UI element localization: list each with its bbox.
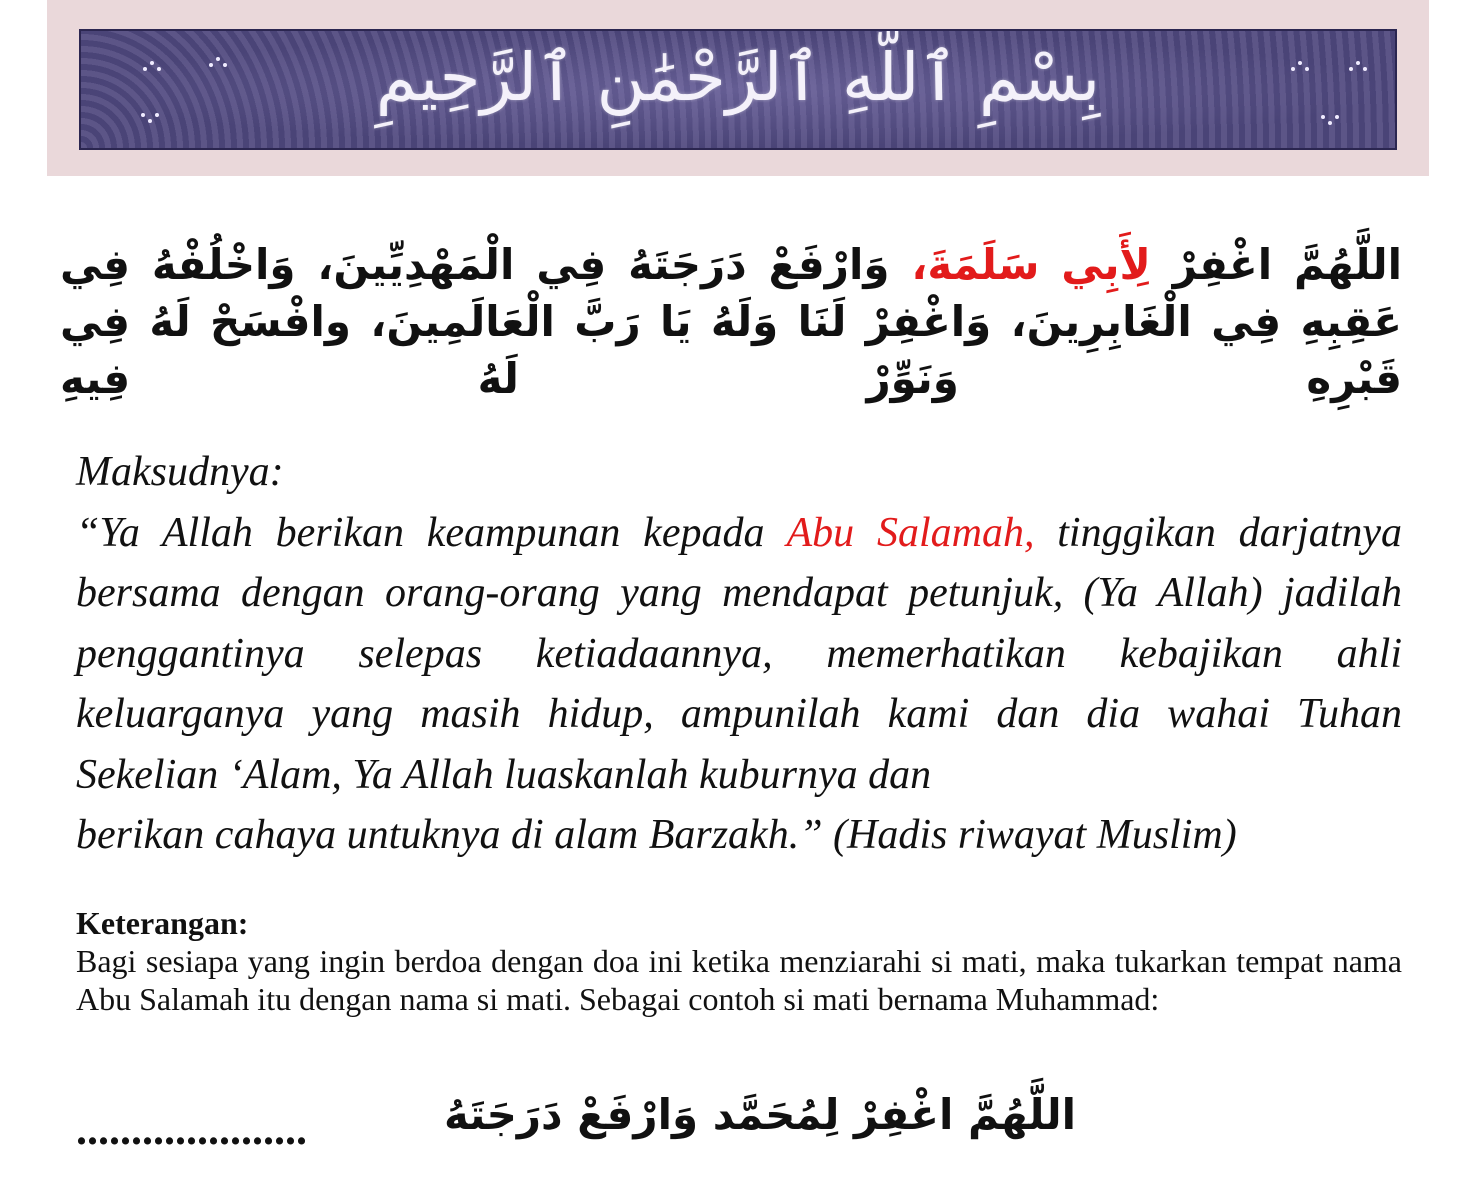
dua-name-highlight: لِأَبِي سَلَمَةَ، (911, 240, 1151, 289)
bismillah-banner (79, 29, 1397, 150)
translation (76, 442, 1402, 866)
translation-name-highlight: Abu Salamah, (786, 509, 1035, 556)
notes-paragraph: Bagi sesiapa yang ingin berdoa dengan doa ini ketika menziarahi si mati, maka tukarkan tempat nama Abu Salamah itu dengan nama si mati. Sebagai contoh si mati bernama Muhammad: (76, 943, 1402, 1017)
bismillah-text: بِسْمِ ٱللَّهِ ٱلرَّحْمَٰنِ ٱلرَّحِيمِ (375, 39, 1101, 116)
dua-text-rest: وَارْفَعْ دَرَجَتَهُ فِي الْمَهْدِيِّينَ، وَاخْلُفْهُ فِي عَقِبِهِ فِي الْغَابِرِينَ، وَاغْفِرْ لَنَا وَلَهُ يَا رَبَّ الْعَالَمِينَ، وافْسَحْ لَهُ فِي قَبْرِهِ وَنَوِّرْ لَهُ فِيهِ (60, 240, 1402, 403)
notes-section (76, 904, 1402, 1018)
dua-text-start: اللَّهُمَّ اغْفِرْ (1150, 240, 1402, 289)
translation-label: Maksudnya: (76, 449, 284, 495)
arabic-dua (60, 236, 1402, 407)
example-line (76, 1090, 1076, 1154)
notes-heading: Keterangan: (76, 905, 249, 941)
translation-body (76, 503, 1402, 806)
translation-rest: tinggikan darjatnya bersama dengan orang-orang yang mendapat petunjuk, (Ya Allah) jadilah penggantinya selepas ketiadaannya, memerhatikan kebajikan ahli keluarganya yang masih hidup, ampunilah kami dan dia wahai Tuhan Sekelian ‘Alam, Ya Allah luaskanlah kuburnya dan (76, 509, 1403, 798)
example-dots: ..................... (76, 1105, 307, 1154)
translation-lead: “Ya Allah berikan keampunan kepada (76, 509, 787, 556)
example-arabic: اللَّهُمَّ اغْفِرْ لِمُحَمَّد وَارْفَعْ دَرَجَتَهُ (443, 1090, 1076, 1139)
translation-last-line: berikan cahaya untuknya di alam Barzakh.” (Hadis riwayat Muslim) (76, 812, 1237, 858)
banner-frame (47, 0, 1429, 176)
ornament-dots (1321, 115, 1339, 127)
